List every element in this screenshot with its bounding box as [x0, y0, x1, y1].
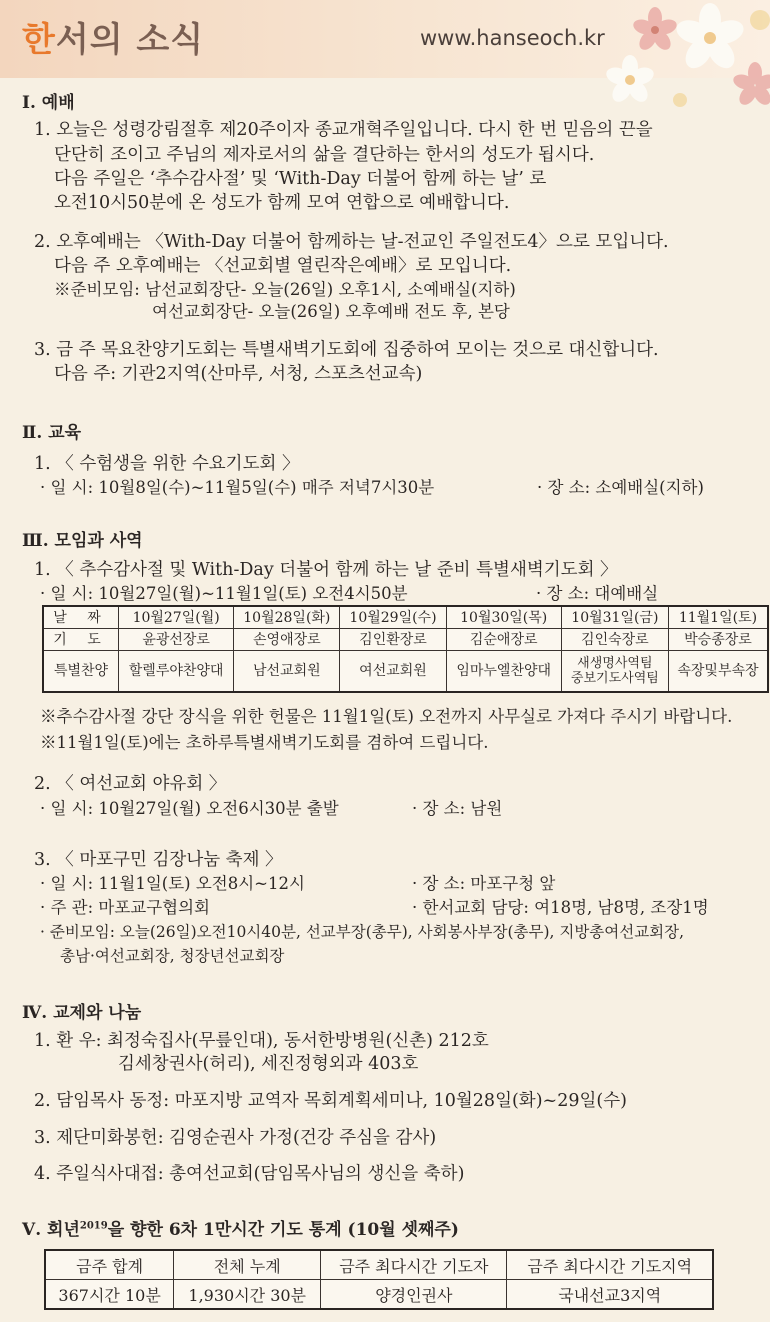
prayer-stats-table [44, 1249, 714, 1310]
stats-header: 금주 최다시간 기도자 [321, 1250, 507, 1280]
stats-value: 1,930시간 30분 [174, 1280, 321, 1310]
stats-value: 367시간 10분 [45, 1280, 174, 1310]
table-cell: 10월30일(목) [446, 606, 561, 629]
stats-header: 금주 합계 [45, 1250, 174, 1280]
table-cell: 윤광선장로 [119, 629, 234, 651]
table-cell: 남선교회원 [234, 651, 340, 693]
ministry-line-2b: · 장 소: 대예배실 [536, 584, 659, 603]
ministry-line-4b: · 장 소: 남원 [412, 799, 503, 818]
worship-line-9: 3. 금 주 목요찬양기도회는 특별새벽기도회에 집중하여 모이는 것으로 대신합니다. [34, 340, 659, 360]
table-cell: 여선교회원 [340, 651, 446, 693]
table-cell: 10월29일(수) [340, 606, 446, 629]
table-cell: 할렐루야찬양대 [119, 651, 234, 693]
stats-heading-post: 을 향한 6차 1만시간 기도 통계 (10월 셋째주) [107, 1220, 459, 1240]
worship-line-1: 1. 오늘은 성령강림절후 제20주이자 종교개혁주일입니다. 다시 한 번 믿음의 끈을 [34, 120, 653, 140]
section-worship-heading: Ⅰ. 예배 [22, 93, 75, 113]
table-cell: 김인환장로 [340, 629, 446, 651]
table-cell: 박승종장로 [668, 629, 768, 651]
fellowship-line-1: 1. 환 우: 최정숙집사(무릎인대), 동서한방병원(신촌) 212호 [34, 1031, 489, 1051]
table-cell: 속장및부속장 [668, 651, 768, 693]
table-cell: 김순애장로 [446, 629, 561, 651]
prayer-schedule-table [42, 605, 769, 693]
education-line-2: · 일 시: 10월8일(수)~11월5일(수) 매주 저녁7시30분 [40, 478, 435, 497]
ministry-line-2: · 일 시: 10월27일(월)~11월1일(토) 오전4시50분 [40, 584, 408, 603]
fellowship-line-2: 김세창권사(허리), 세진정형외과 403호 [118, 1054, 419, 1074]
worship-line-2: 단단히 조이고 주님의 제자로서의 삶을 결단하는 한서의 성도가 됩시다. [54, 145, 595, 165]
worship-line-10: 다음 주: 기관2지역(산마루, 서청, 스포츠선교속) [54, 364, 423, 384]
table-cell: 손영애장로 [234, 629, 340, 651]
table-cell: 김인숙장로 [561, 629, 668, 651]
education-line-1: 1. 〈 수험생을 위한 수요기도회 〉 [34, 454, 300, 474]
section-education-heading: Ⅱ. 교육 [22, 423, 82, 443]
flower-decoration [560, 0, 770, 120]
stats-heading-pre: Ⅴ. 회년 [22, 1220, 80, 1240]
row-head-prayer: 기 도 [43, 629, 119, 651]
stats-value: 양경인권사 [321, 1280, 507, 1310]
row-head-praise: 특별찬양 [43, 651, 119, 693]
ministry-line-5: 3. 〈 마포구민 김장나눔 축제 〉 [34, 850, 283, 870]
table-row [43, 651, 768, 693]
fellowship-line-5: 4. 주일식사대접: 총여선교회(담임목사님의 생신을 축하) [34, 1164, 465, 1184]
table-cell: 임마누엘찬양대 [446, 651, 561, 693]
ministry-line-7: · 주 관: 마포교구협의회 [40, 898, 210, 917]
worship-line-4: 오전10시50분에 온 성도가 함께 모여 연합으로 예배합니다. [54, 193, 510, 213]
table-cell: 10월31일(금) [561, 606, 668, 629]
stats-value: 국내선교3지역 [507, 1280, 713, 1310]
row-head-date: 날 짜 [43, 606, 119, 629]
ministry-line-8: · 준비모임: 오늘(26일)오전10시40분, 선교부장(총무), 사회봉사부장(총무), 지방총여선교회장, [40, 923, 685, 941]
table-cell: 10월27일(월) [119, 606, 234, 629]
page-title-accent: 한 [22, 20, 56, 60]
ministry-line-1: 1. 〈 추수감사절 및 With-Day 더불어 함께 하는 날 준비 특별새벽기도회 〉 [34, 560, 618, 580]
fellowship-line-4: 3. 제단미화봉헌: 김영순권사 가정(건강 주심을 감사) [34, 1128, 437, 1148]
ministry-note-2: ※11월1일(토)에는 초하루특별새벽기도회를 겸하여 드립니다. [40, 733, 489, 752]
page-title [22, 12, 204, 61]
ministry-line-6b: · 장 소: 마포구청 앞 [412, 874, 556, 893]
table-row [43, 606, 768, 629]
worship-line-6: 다음 주 오후예배는 〈선교회별 열린작은예배〉로 모입니다. [54, 256, 512, 276]
table-row [45, 1280, 713, 1310]
worship-line-5: 2. 오후예배는 〈With-Day 더불어 함께하는 날-전교인 주일전도4〉으로 모입니다. [34, 232, 669, 252]
site-url[interactable]: www.hanseoch.kr [420, 26, 605, 50]
table-cell: 새생명사역팀 중보기도사역팀 [561, 651, 668, 693]
ministry-line-3: 2. 〈 여선교회 야유회 〉 [34, 774, 227, 794]
page-title-rest: 서의 소식 [55, 20, 205, 60]
ministry-note-1: ※추수감사절 강단 장식을 위한 헌물은 11월1일(토) 오전까지 사무실로 가져다 주시기 바랍니다. [40, 707, 733, 726]
stats-header: 금주 최다시간 기도지역 [507, 1250, 713, 1280]
section-ministry-heading: Ⅲ. 모임과 사역 [22, 531, 143, 551]
section-fellowship-heading: Ⅳ. 교제와 나눔 [22, 1003, 142, 1023]
worship-line-7: ※준비모임: 남선교회장단- 오늘(26일) 오후1시, 소예배실(지하) [54, 280, 516, 299]
education-line-2b: · 장 소: 소예배실(지하) [537, 478, 704, 497]
ministry-line-4: · 일 시: 10월27일(월) 오전6시30분 출발 [40, 799, 339, 818]
table-row [45, 1250, 713, 1280]
table-cell: 10월28일(화) [234, 606, 340, 629]
worship-line-8: 여선교회장단- 오늘(26일) 오후예배 전도 후, 본당 [152, 302, 510, 321]
table-row [43, 629, 768, 651]
fellowship-line-3: 2. 담임목사 동정: 마포지방 교역자 목회계획세미나, 10월28일(화)~29일(수) [34, 1091, 627, 1111]
worship-line-3: 다음 주일은 ‘추수감사절’ 및 ‘With-Day 더불어 함께 하는 날’ 로 [54, 169, 547, 189]
table-cell: 11월1일(토) [668, 606, 768, 629]
stats-heading-year: 2019 [79, 1220, 108, 1232]
stats-header: 전체 누계 [174, 1250, 321, 1280]
ministry-line-7b: · 한서교회 담당: 여18명, 남8명, 조장1명 [412, 898, 709, 917]
ministry-line-6: · 일 시: 11월1일(토) 오전8시~12시 [40, 874, 305, 893]
ministry-line-9: 총남·여선교회장, 청장년선교회장 [60, 947, 285, 965]
section-prayer-stats-heading [22, 1215, 459, 1240]
